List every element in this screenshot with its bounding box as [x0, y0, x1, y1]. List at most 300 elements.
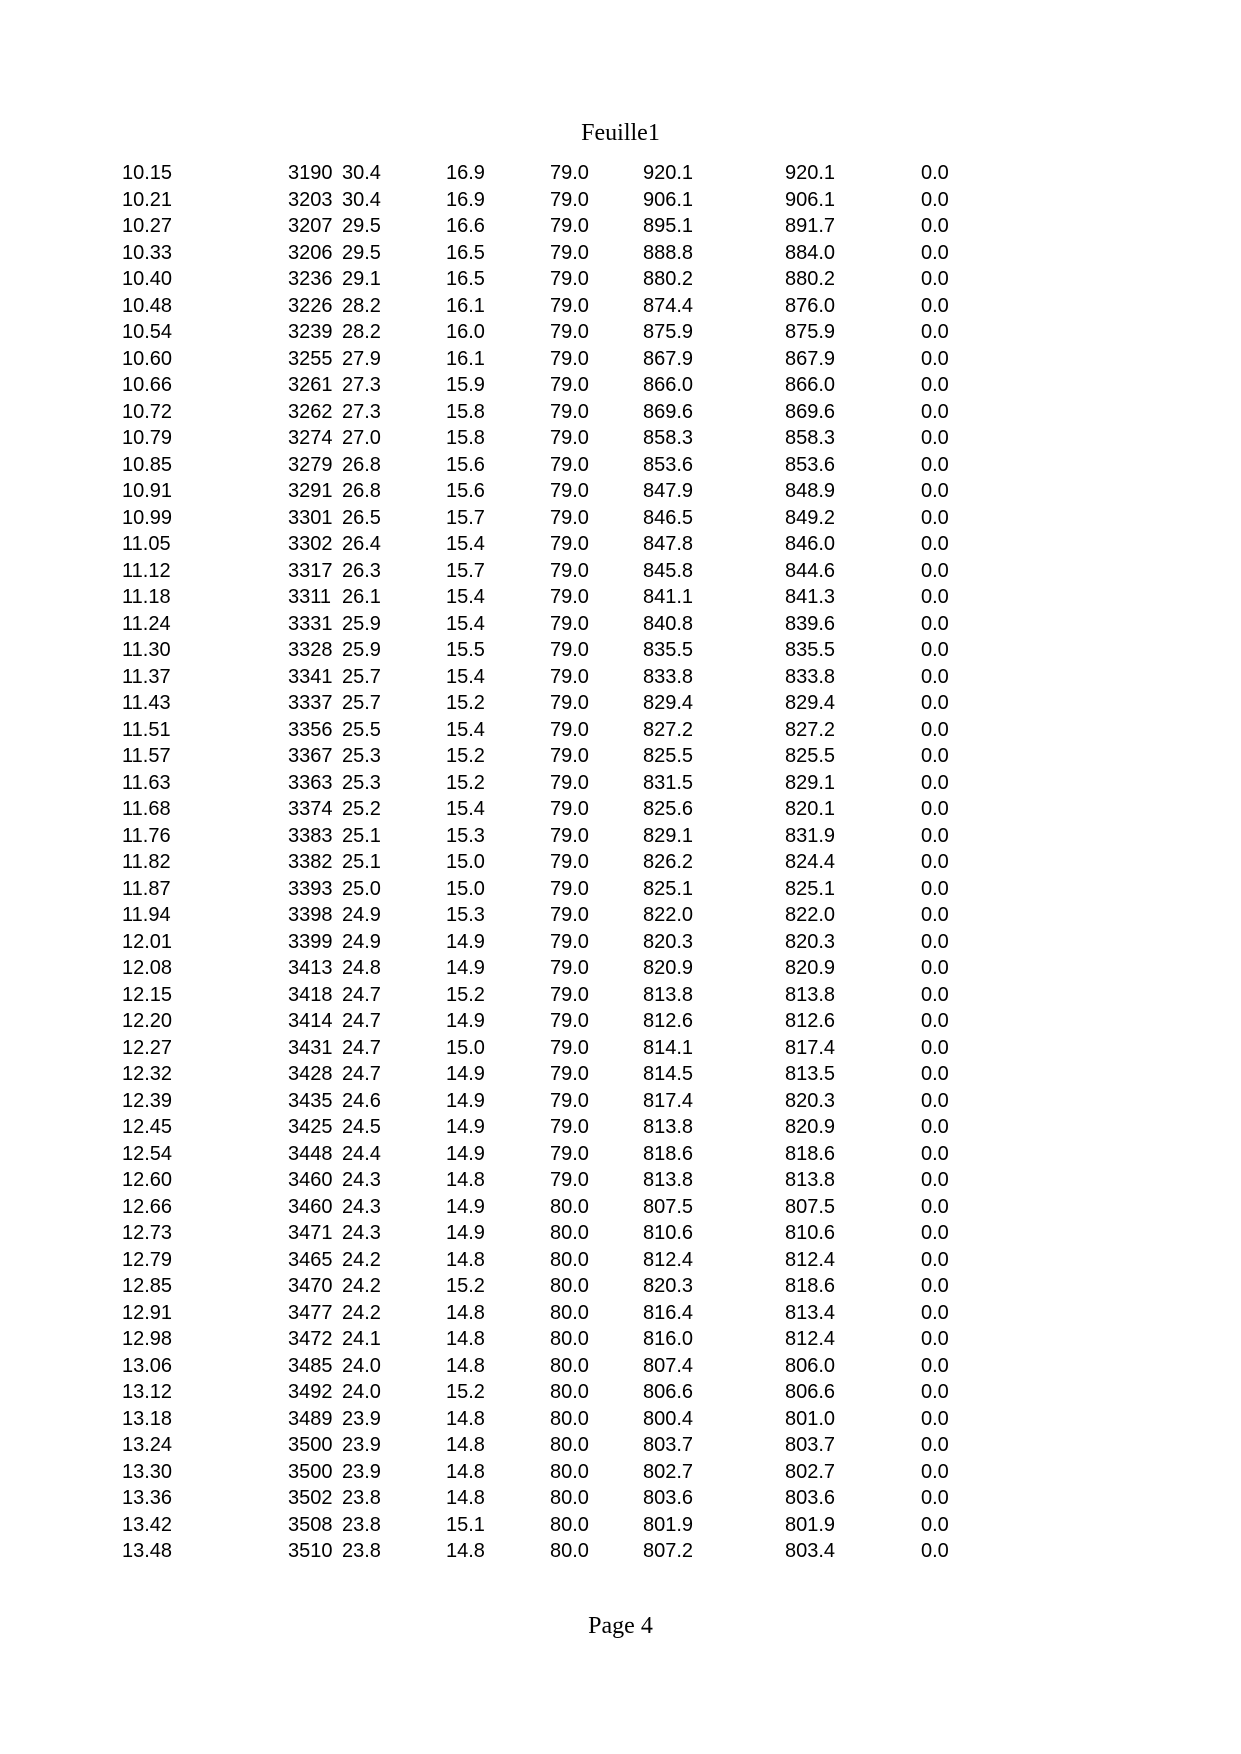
- table-cell: 79.0: [550, 427, 589, 449]
- table-cell: 0.0: [921, 268, 949, 290]
- table-cell: 0.0: [921, 1513, 949, 1536]
- table-cell: 79.0: [550, 771, 589, 794]
- table-row: [0, 399, 1241, 426]
- table-cell: 79.0: [550, 745, 589, 767]
- table-cell: 16.1: [446, 347, 485, 370]
- table-cell: 24.0: [342, 1354, 381, 1377]
- table-cell: 866.0: [643, 374, 694, 396]
- table-cell: 12.20: [122, 1010, 173, 1032]
- table-cell: 803.6: [785, 1487, 836, 1509]
- table-cell: 25.1: [342, 824, 381, 847]
- table-cell: 79.0: [550, 347, 589, 370]
- table-cell: 906.1: [785, 188, 836, 211]
- table-cell: 833.8: [785, 665, 836, 688]
- table-cell: 840.8: [643, 612, 694, 635]
- table-row: [0, 796, 1241, 823]
- table-row: [0, 982, 1241, 1009]
- table-cell: 79.0: [550, 453, 589, 476]
- table-row: [0, 319, 1241, 346]
- table-cell: 12.73: [122, 1222, 173, 1244]
- table-cell: 827.2: [643, 718, 694, 741]
- table-cell: 810.6: [785, 1222, 836, 1244]
- table-cell: 0.0: [921, 1407, 949, 1430]
- table-cell: 0.0: [921, 1195, 949, 1218]
- table-cell: 23.8: [342, 1513, 381, 1536]
- table-row: [0, 293, 1241, 320]
- table-cell: 0.0: [921, 162, 949, 184]
- table-cell: 826.2: [643, 851, 694, 873]
- table-cell: 26.8: [342, 453, 381, 476]
- table-cell: 11.18: [122, 586, 171, 608]
- table-row: [0, 187, 1241, 214]
- table-cell: 24.8: [342, 957, 381, 979]
- table-cell: 801.0: [785, 1407, 836, 1430]
- table-cell: 0.0: [921, 1275, 949, 1297]
- table-cell: 801.9: [785, 1513, 836, 1536]
- table-cell: 869.6: [785, 400, 836, 423]
- table-cell: 0.0: [921, 347, 949, 370]
- table-cell: 80.0: [550, 1354, 589, 1377]
- table-cell: 79.0: [550, 241, 589, 264]
- table-cell: 817.4: [643, 1089, 694, 1112]
- table-cell: 3425: [288, 1116, 333, 1138]
- table-cell: 12.32: [122, 1063, 173, 1085]
- table-cell: 853.6: [643, 453, 694, 476]
- table-cell: 80.0: [550, 1460, 589, 1483]
- table-cell: 14.9: [446, 930, 485, 953]
- table-cell: 15.5: [446, 639, 485, 661]
- table-cell: 27.0: [342, 427, 381, 449]
- table-cell: 25.0: [342, 877, 381, 900]
- table-row: [0, 1247, 1241, 1274]
- table-cell: 26.4: [342, 533, 381, 555]
- table-cell: 820.3: [785, 1089, 836, 1112]
- table-cell: 816.0: [643, 1328, 694, 1350]
- table-cell: 875.9: [785, 321, 836, 343]
- table-cell: 79.0: [550, 1063, 589, 1085]
- table-cell: 14.8: [446, 1169, 485, 1191]
- table-cell: 3356: [288, 718, 333, 741]
- table-cell: 829.4: [643, 692, 694, 714]
- table-cell: 25.9: [342, 612, 381, 635]
- table-cell: 875.9: [643, 321, 694, 343]
- table-cell: 3435: [288, 1089, 333, 1112]
- table-cell: 3331: [288, 612, 333, 635]
- table-cell: 79.0: [550, 798, 589, 820]
- table-cell: 820.3: [643, 930, 694, 953]
- table-cell: 806.6: [643, 1381, 694, 1403]
- table-cell: 10.72: [122, 400, 173, 423]
- table-cell: 800.4: [643, 1407, 694, 1430]
- table-cell: 846.0: [785, 533, 836, 555]
- table-cell: 14.9: [446, 957, 485, 979]
- table-cell: 79.0: [550, 162, 589, 184]
- table-cell: 3261: [288, 374, 333, 396]
- table-cell: 0.0: [921, 639, 949, 661]
- table-cell: 0.0: [921, 957, 949, 979]
- table-row: [0, 1167, 1241, 1194]
- table-cell: 3341: [288, 665, 333, 688]
- table-cell: 15.4: [446, 612, 485, 635]
- table-cell: 0.0: [921, 533, 949, 555]
- table-cell: 15.9: [446, 374, 485, 396]
- table-cell: 79.0: [550, 400, 589, 423]
- table-cell: 822.0: [643, 904, 694, 926]
- table-cell: 25.5: [342, 718, 381, 741]
- table-cell: 79.0: [550, 321, 589, 343]
- table-cell: 79.0: [550, 374, 589, 396]
- table-cell: 12.60: [122, 1169, 173, 1191]
- table-cell: 814.1: [643, 1036, 694, 1059]
- table-cell: 3448: [288, 1142, 333, 1165]
- table-cell: 0.0: [921, 930, 949, 953]
- table-cell: 30.4: [342, 162, 381, 184]
- table-cell: 15.4: [446, 665, 485, 688]
- table-cell: 3393: [288, 877, 333, 900]
- table-cell: 3465: [288, 1248, 333, 1271]
- table-cell: 3399: [288, 930, 333, 953]
- table-row: [0, 770, 1241, 797]
- table-cell: 0.0: [921, 559, 949, 582]
- table-cell: 10.66: [122, 374, 173, 396]
- table-cell: 11.51: [122, 718, 171, 741]
- table-cell: 10.21: [122, 188, 173, 211]
- table-cell: 0.0: [921, 745, 949, 767]
- table-cell: 80.0: [550, 1513, 589, 1536]
- table-cell: 16.6: [446, 215, 485, 237]
- table-cell: 3337: [288, 692, 333, 714]
- table-cell: 802.7: [785, 1460, 836, 1483]
- table-cell: 28.2: [342, 294, 381, 317]
- table-cell: 13.18: [122, 1407, 173, 1430]
- table-cell: 16.5: [446, 268, 485, 290]
- table-cell: 10.33: [122, 241, 173, 264]
- table-row: [0, 743, 1241, 770]
- table-cell: 14.9: [446, 1116, 485, 1138]
- table-cell: 24.2: [342, 1275, 381, 1297]
- table-cell: 26.8: [342, 480, 381, 502]
- table-cell: 813.4: [785, 1301, 836, 1324]
- table-row: [0, 637, 1241, 664]
- table-cell: 0.0: [921, 1036, 949, 1059]
- table-cell: 11.37: [122, 665, 171, 688]
- table-cell: 0.0: [921, 506, 949, 529]
- table-cell: 812.6: [643, 1010, 694, 1032]
- table-cell: 3367: [288, 745, 333, 767]
- table-cell: 11.24: [122, 612, 171, 635]
- table-cell: 829.1: [643, 824, 694, 847]
- table-row: [0, 425, 1241, 452]
- table-cell: 79.0: [550, 1116, 589, 1138]
- table-cell: 816.4: [643, 1301, 694, 1324]
- table-cell: 15.7: [446, 559, 485, 582]
- table-cell: 24.2: [342, 1301, 381, 1324]
- table-cell: 11.76: [122, 824, 171, 847]
- table-row: [0, 664, 1241, 691]
- table-cell: 3236: [288, 268, 333, 290]
- table-cell: 16.9: [446, 162, 485, 184]
- table-row: [0, 213, 1241, 240]
- table-cell: 839.6: [785, 612, 836, 635]
- table-cell: 80.0: [550, 1434, 589, 1456]
- table-cell: 0.0: [921, 824, 949, 847]
- table-cell: 0.0: [921, 1010, 949, 1032]
- table-cell: 880.2: [785, 268, 836, 290]
- table-cell: 15.4: [446, 533, 485, 555]
- table-cell: 15.8: [446, 427, 485, 449]
- table-cell: 14.9: [446, 1063, 485, 1085]
- table-cell: 820.1: [785, 798, 836, 820]
- table-cell: 14.8: [446, 1487, 485, 1509]
- table-cell: 79.0: [550, 294, 589, 317]
- table-cell: 79.0: [550, 1169, 589, 1191]
- table-cell: 16.0: [446, 321, 485, 343]
- table-cell: 16.5: [446, 241, 485, 264]
- table-row: [0, 240, 1241, 267]
- table-cell: 23.9: [342, 1460, 381, 1483]
- table-cell: 25.2: [342, 798, 381, 820]
- table-cell: 80.0: [550, 1222, 589, 1244]
- table-row: [0, 1326, 1241, 1353]
- table-cell: 867.9: [785, 347, 836, 370]
- table-cell: 80.0: [550, 1540, 589, 1562]
- table-cell: 0.0: [921, 904, 949, 926]
- table-cell: 807.4: [643, 1354, 694, 1377]
- table-cell: 820.3: [643, 1275, 694, 1297]
- table-cell: 0.0: [921, 586, 949, 608]
- table-cell: 0.0: [921, 400, 949, 423]
- table-cell: 803.6: [643, 1487, 694, 1509]
- table-cell: 813.8: [785, 1169, 836, 1191]
- table-row: [0, 346, 1241, 373]
- table-cell: 0.0: [921, 1381, 949, 1403]
- table-cell: 79.0: [550, 215, 589, 237]
- table-cell: 15.6: [446, 453, 485, 476]
- table-cell: 3431: [288, 1036, 333, 1059]
- table-cell: 3311: [288, 586, 332, 608]
- table-cell: 876.0: [785, 294, 836, 317]
- table-cell: 79.0: [550, 188, 589, 211]
- table-cell: 822.0: [785, 904, 836, 926]
- table-cell: 10.15: [122, 162, 173, 184]
- table-cell: 3460: [288, 1195, 333, 1218]
- table-cell: 14.9: [446, 1195, 485, 1218]
- table-cell: 849.2: [785, 506, 836, 529]
- table-cell: 3383: [288, 824, 333, 847]
- table-cell: 79.0: [550, 983, 589, 1006]
- table-cell: 10.99: [122, 506, 173, 529]
- table-cell: 3203: [288, 188, 333, 211]
- table-cell: 14.8: [446, 1301, 485, 1324]
- table-cell: 26.5: [342, 506, 381, 529]
- table-cell: 30.4: [342, 188, 381, 211]
- table-cell: 16.9: [446, 188, 485, 211]
- table-cell: 0.0: [921, 665, 949, 688]
- table-cell: 79.0: [550, 692, 589, 714]
- table-cell: 3302: [288, 533, 333, 555]
- table-cell: 15.4: [446, 798, 485, 820]
- table-cell: 13.12: [122, 1381, 173, 1403]
- table-cell: 14.8: [446, 1248, 485, 1271]
- table-cell: 15.2: [446, 1275, 485, 1297]
- table-cell: 15.4: [446, 718, 485, 741]
- table-cell: 15.0: [446, 1036, 485, 1059]
- table-cell: 3374: [288, 798, 333, 820]
- table-cell: 12.15: [122, 983, 173, 1006]
- table-cell: 79.0: [550, 930, 589, 953]
- table-cell: 810.6: [643, 1222, 694, 1244]
- table-cell: 3207: [288, 215, 333, 237]
- table-cell: 803.7: [785, 1434, 836, 1456]
- table-cell: 3363: [288, 771, 333, 794]
- table-cell: 79.0: [550, 533, 589, 555]
- table-cell: 24.3: [342, 1222, 381, 1244]
- table-cell: 11.57: [122, 745, 171, 767]
- table-cell: 11.30: [122, 639, 171, 661]
- page-number: Page 4: [588, 1613, 653, 1639]
- table-row: [0, 584, 1241, 611]
- table-cell: 0.0: [921, 983, 949, 1006]
- table-cell: 10.54: [122, 321, 173, 343]
- table-cell: 25.7: [342, 665, 381, 688]
- table-cell: 831.5: [643, 771, 694, 794]
- table-cell: 10.91: [122, 480, 173, 502]
- table-cell: 895.1: [643, 215, 694, 237]
- table-cell: 13.06: [122, 1354, 173, 1377]
- table-cell: 23.9: [342, 1407, 381, 1430]
- table-cell: 10.40: [122, 268, 173, 290]
- table-cell: 80.0: [550, 1487, 589, 1509]
- table-row: [0, 1194, 1241, 1221]
- table-cell: 3477: [288, 1301, 333, 1324]
- table-cell: 3279: [288, 453, 333, 476]
- table-cell: 79.0: [550, 559, 589, 582]
- table-cell: 24.7: [342, 1063, 381, 1085]
- table-cell: 0.0: [921, 1222, 949, 1244]
- table-cell: 0.0: [921, 1169, 949, 1191]
- table-cell: 24.0: [342, 1381, 381, 1403]
- table-cell: 14.9: [446, 1222, 485, 1244]
- table-cell: 15.3: [446, 904, 485, 926]
- table-cell: 0.0: [921, 798, 949, 820]
- table-cell: 858.3: [643, 427, 694, 449]
- table-cell: 866.0: [785, 374, 836, 396]
- table-cell: 844.6: [785, 559, 836, 582]
- table-row: [0, 372, 1241, 399]
- table-cell: 818.6: [785, 1142, 836, 1165]
- table-cell: 825.1: [785, 877, 836, 900]
- table-cell: 25.1: [342, 851, 381, 873]
- table-cell: 11.68: [122, 798, 171, 820]
- table-cell: 25.9: [342, 639, 381, 661]
- table-cell: 0.0: [921, 1540, 949, 1562]
- data-table: [0, 160, 1241, 1565]
- table-cell: 24.3: [342, 1195, 381, 1218]
- table-cell: 880.2: [643, 268, 694, 290]
- table-cell: 79.0: [550, 718, 589, 741]
- table-cell: 806.6: [785, 1381, 836, 1403]
- table-cell: 12.91: [122, 1301, 173, 1324]
- table-cell: 841.3: [785, 586, 836, 608]
- table-cell: 15.0: [446, 851, 485, 873]
- table-cell: 920.1: [785, 162, 836, 184]
- table-cell: 80.0: [550, 1275, 589, 1297]
- table-row: [0, 1432, 1241, 1459]
- table-row: [0, 558, 1241, 585]
- table-row: [0, 452, 1241, 479]
- table-cell: 802.7: [643, 1460, 694, 1483]
- table-cell: 79.0: [550, 480, 589, 502]
- table-row: [0, 1061, 1241, 1088]
- table-cell: 3301: [288, 506, 333, 529]
- table-cell: 807.2: [643, 1540, 694, 1562]
- table-cell: 3470: [288, 1275, 333, 1297]
- table-cell: 0.0: [921, 321, 949, 343]
- table-cell: 79.0: [550, 1010, 589, 1032]
- table-cell: 803.4: [785, 1540, 836, 1562]
- table-cell: 847.9: [643, 480, 694, 502]
- table-cell: 10.60: [122, 347, 173, 370]
- table-cell: 3500: [288, 1434, 333, 1456]
- table-cell: 0.0: [921, 1328, 949, 1350]
- table-cell: 10.79: [122, 427, 173, 449]
- table-row: [0, 266, 1241, 293]
- table-cell: 3413: [288, 957, 333, 979]
- table-cell: 25.3: [342, 745, 381, 767]
- table-cell: 835.5: [643, 639, 694, 661]
- table-cell: 801.9: [643, 1513, 694, 1536]
- table-cell: 3485: [288, 1354, 333, 1377]
- table-cell: 24.4: [342, 1142, 381, 1165]
- table-cell: 3317: [288, 559, 333, 582]
- table-cell: 906.1: [643, 188, 694, 211]
- table-cell: 0.0: [921, 215, 949, 237]
- table-cell: 79.0: [550, 904, 589, 926]
- table-cell: 0.0: [921, 241, 949, 264]
- table-cell: 79.0: [550, 1036, 589, 1059]
- table-cell: 24.5: [342, 1116, 381, 1138]
- table-cell: 806.0: [785, 1354, 836, 1377]
- table-cell: 0.0: [921, 480, 949, 502]
- table-cell: 0.0: [921, 1434, 949, 1456]
- table-cell: 3510: [288, 1540, 333, 1562]
- table-cell: 818.6: [643, 1142, 694, 1165]
- table-cell: 24.1: [342, 1328, 381, 1350]
- table-row: [0, 929, 1241, 956]
- table-cell: 11.12: [122, 559, 171, 582]
- table-cell: 15.8: [446, 400, 485, 423]
- table-row: [0, 1141, 1241, 1168]
- table-cell: 14.9: [446, 1142, 485, 1165]
- table-cell: 24.2: [342, 1248, 381, 1271]
- table-cell: 884.0: [785, 241, 836, 264]
- table-cell: 14.8: [446, 1407, 485, 1430]
- table-row: [0, 1273, 1241, 1300]
- table-row: [0, 1008, 1241, 1035]
- table-cell: 12.08: [122, 957, 173, 979]
- table-row: [0, 1538, 1241, 1565]
- table-cell: 29.5: [342, 241, 381, 264]
- table-cell: 3500: [288, 1460, 333, 1483]
- table-cell: 3471: [288, 1222, 333, 1244]
- table-cell: 0.0: [921, 718, 949, 741]
- table-row: [0, 1459, 1241, 1486]
- table-row: [0, 876, 1241, 903]
- table-row: [0, 611, 1241, 638]
- table-cell: 14.8: [446, 1434, 485, 1456]
- table-cell: 12.85: [122, 1275, 173, 1297]
- table-cell: 0.0: [921, 692, 949, 714]
